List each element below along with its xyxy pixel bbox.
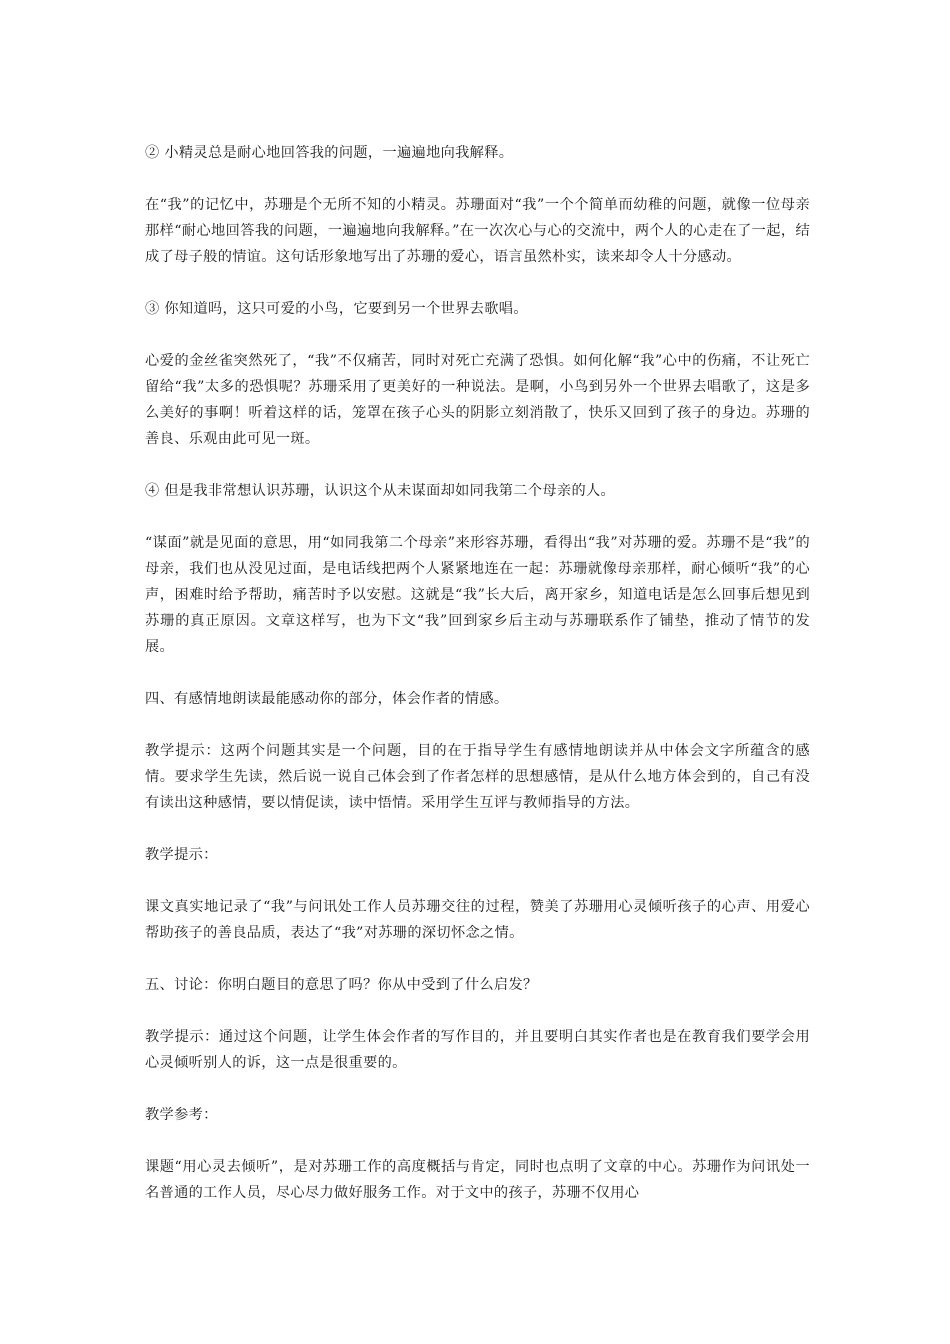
document-body xyxy=(145,140,810,1232)
paragraph-4-analysis: “谋面”就是见面的意思，用“如同我第二个母亲”来形容苏珊，看得出“我”对苏珊的爱。苏珊不是“我”的母亲，我们也从没见过面，是电话线把两个人紧紧地连在一起：苏珊就像母亲那样，耐心倾听“我”的心声，困难时给予帮助，痛苦时予以安慰。这就是“我”长大后，离开家乡，知道电话是怎么回事后想见到苏珊的真正原因。文章这样写，也为下文“我”回到家乡后主动与苏珊联系作了铺垫，推动了情节的发展。 xyxy=(145,535,810,655)
teaching-reference-paragraph: 课题“用心灵去倾听”，是对苏珊工作的高度概括与肯定，同时也点明了文章的中心。苏珊作为问讯处一名普通的工作人员，尽心尽力做好服务工作。对于文中的孩子，苏珊不仅用心 xyxy=(145,1159,810,1201)
paragraph-2-quote: ② 小精灵总是耐心地回答我的问题，一遍遍地向我解释。 xyxy=(145,145,514,161)
paragraph-3-quote: ③ 你知道吗，这只可爱的小鸟，它要到另一个世界去歌唱。 xyxy=(145,301,528,317)
teaching-reference-label: 教学参考： xyxy=(145,1107,218,1123)
section-five-heading: 五、讨论：你明白题目的意思了吗？你从中受到了什么启发？ xyxy=(145,977,538,993)
text-summary-paragraph: 课文真实地记录了“我”与问讯处工作人员苏珊交往的过程，赞美了苏珊用心灵倾听孩子的心声、用爱心帮助孩子的善良品质，表达了“我”对苏珊的深切怀念之情。 xyxy=(145,899,810,941)
paragraph-2-analysis: 在“我”的记忆中，苏珊是个无所不知的小精灵。苏珊面对“我”一个个简单而幼稚的问题，就像一位母亲那样“耐心地回答我的问题，一遍遍地向我解释。”在一次次心与心的交流中，两个人的心走在了一起，结成了母子般的情谊。这句话形象地写出了苏珊的爱心，语言虽然朴实，读来却令人十分感动。 xyxy=(145,197,810,265)
teaching-tip-paragraph: 教学提示：这两个问题其实是一个问题，目的在于指导学生有感情地朗读并从中体会文字所蕴含的感情。要求学生先读，然后说一说自己体会到了作者怎样的思想感情，是从什么地方体会到的，自己有没有读出这种感情，要以情促读，读中悟情。采用学生互评与教师指导的方法。 xyxy=(145,743,810,811)
paragraph-4-quote: ④ 但是我非常想认识苏珊，认识这个从未谋面却如同我第二个母亲的人。 xyxy=(145,483,616,499)
teaching-tip-discussion: 教学提示：通过这个问题，让学生体会作者的写作目的，并且要明白其实作者也是在教育我们要学会用心灵倾听别人的诉，这一点是很重要的。 xyxy=(145,1029,810,1071)
teaching-tip-label: 教学提示： xyxy=(145,847,218,863)
section-four-heading: 四、有感情地朗读最能感动你的部分，体会作者的情感。 xyxy=(145,691,509,707)
paragraph-3-analysis: 心爱的金丝雀突然死了，“我”不仅痛苦，同时对死亡充满了恐惧。如何化解“我”心中的伤痛，不让死亡留给“我”太多的恐惧呢？苏珊采用了更美好的一种说法。是啊，小鸟到另外一个世界去唱歌了，这是多么美好的事啊！听着这样的话，笼罩在孩子心头的阴影立刻消散了，快乐又回到了孩子的身边。苏珊的善良、乐观由此可见一斑。 xyxy=(145,353,810,447)
